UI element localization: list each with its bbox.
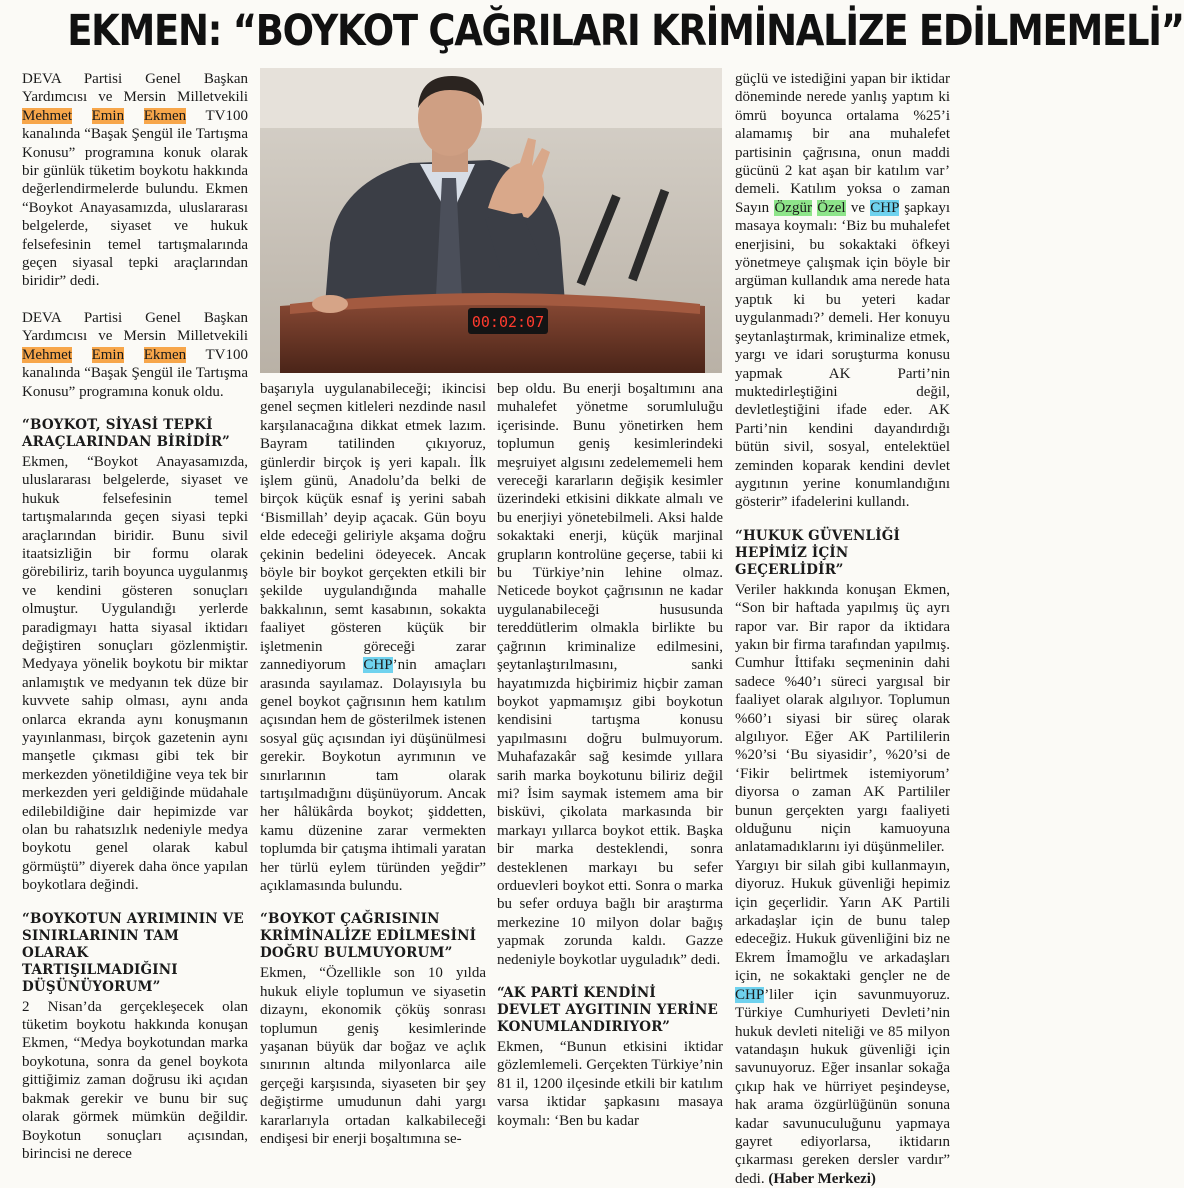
podium-timer: 00:02:07 (471, 313, 545, 331)
highlight-party: CHP (870, 199, 899, 216)
highlight-name: Özgür (774, 199, 812, 216)
highlight-name: Mehmet (22, 107, 72, 124)
column-1 (22, 70, 248, 1163)
highlight-party: CHP (363, 657, 393, 674)
subheading-boykot-ayrimi: “BOYKOTUN AYRIMININ VE SINIRLARININ TAM OLARAK TARTIŞILMADIĞINI DÜŞÜNÜYORUM” (22, 910, 244, 995)
body-paragraph: Veriler hakkında konuşan Ekmen, “Son bir haftada yapılmış üç ayrı rapor var. Bir rapor da iktidara yakın bir firma tarafından yapılmış. Cumhur İttifakı seçmeninin dahi sadece %40’ı süreci yargısal bir faaliyet olarak algılıyor. Toplumun %60’ı siyasi bir süreç olarak algılıyor. Eğer AK Partililerin %20’si ‘Bu siyasidir’, %20’si de ‘Fikir belirtmek istemiyorum’ diyorsa o zaman AK Partililer bunun gerçekten yargı faaliyeti olduğunu niçin kamuoyuna anlatamadıklarını iyi düşünmeliler. (735, 581, 950, 856)
body-paragraph: başarıyla uygulanabileceği; ikincisi genel seçmen kitleleri nezdinde nasıl karşılanacağına dikkat etmek lazım. Bayram tatilinden çıkıyoruz, günlerdir birçok iş yeri kapalı. İlk işlem günü, Anadolu’da belki de birçok küçük esnaf iş yerini sabah ‘Bismillah’ deyip açacak. Gün boyu elde edeceği geliriyle akşama doğru çekinin bedelini ödeyecek. Ancak böyle bir boykot gerçekten etkili bir şekilde uygulandığında mahalle bakkalının, semt kasabının, sokakta faaliyet gösteren küçük bir işletmenin göreceği zarar zannediyorum CHP’nin amaçları arasında sayılamaz. Dolayısıyla bu genel boykot çağrısının hem katılım açısından hem de gösterilmek istenen sosyal güç açısından iyi düşünülmesi gerekir. Boykotun ayrımının ve sınırlarının tam olarak tartışılmadığını düşünüyorum. Ancak her hâlükârda boykot; şiddetten, kamu düzenine zarar vermekten toplumda bir çatışma ihtimali yaratan her türlü eylem türünden yeğdir” açıklamasında bulundu. (260, 381, 487, 894)
body-paragraph: Ekmen, “Boykot Anayasamızda, uluslararası belgelerde, siyaset ve hukuk felsefesinin temel tartışmalarında geçen siyasi tepki araçlarından biridir. Bunu sivil itaatsizliğin bir formu olarak görebiliriz, tarih boyunca uygulanmış ve kendini gösteren sonuçları olmuştur. Uygulandığı yerlerde paradigmayı hatta siyasal iktidarı değiştiren sonuçları gözlenmiştir. Medyaya yönelik boykotu bir miktar anlamıştık ve medyanın tek düze bir kuvvete sahip olması, aynı anda onlarca ekranda aynı konuşmanın yayınlanması, birçok gazetenin aynı manşetle çıkması gibi tek bir merkezden yönetildiğine veya tek bir merkezden yeri geldiğinde müdahale edilebildiğine dair hepimizde var olan bu rahatsızlık nedeniyle medya boykotu genel olarak kabul görmüştü” diyerek daha önce yapılan boykotlara değindi. (22, 453, 248, 894)
highlight-party: CHP (735, 986, 765, 1003)
column-4 (735, 70, 950, 1188)
subheading-kriminalize: “BOYKOT ÇAĞRISININ KRİMİNALİZE EDİLMESİNİ DOĞRU BULMUYORUM” (260, 911, 477, 962)
subheading-boykot-tepki: “BOYKOT, SİYASİ TEPKİ ARAÇLARINDAN BİRİDİR” (22, 416, 230, 450)
headline: EKMEN: “BOYKOT ÇAĞRILARI KRİMİNALİZE EDİLMEMELİ” (67, 6, 1184, 56)
intro-paragraph-1: DEVA Partisi Genel Başkan Yardımcısı ve Mersin Milletvekili Mehmet Emin Ekmen TV100 kanalında “Başak Şengül ile Tartışma Konusu” programına konuk olarak bir günlük tüketim boykotu hakkında değerlendirmelerde bulundu. Ekmen “Boykot Anayasamızda, uluslararası belgelerde, siyaset ve hukuk felsefesinin temel tartışmalarında geçen siyasal tepki araçlarından biridir” dedi. (22, 71, 249, 290)
subheading-ak-parti: “AK PARTİ KENDİNİ DEVLET AYGITININ YERİNE KONUMLANDIRIYOR” (497, 985, 719, 1035)
intro-paragraph-2: DEVA Partisi Genel Başkan Yardımcısı ve Mersin Milletvekili Mehmet Emin Ekmen TV100 kanalında “Başak Şengül ile Tartışma Konusu” programına konuk oldu. (22, 309, 249, 400)
column-2 (260, 380, 486, 1148)
body-paragraph: Ekmen, “Bunun etkisini iktidar gözlemlemeli. Gerçekten Türkiye’nin 81 il, 1200 ilçesinde etkili bir katılım varsa iktidar şapkasını masaya koymalı: ‘Ben bu kadar (497, 1039, 723, 1129)
subheading-hukuk-guvenligi: “HUKUK GÜVENLİĞİ HEPİMİZ İÇİN GEÇERLİDİR” (735, 527, 901, 578)
speaker-photo (260, 68, 722, 373)
body-paragraph: bep oldu. Bu enerji boşaltımını ana muhalefet yönetme sorumluluğu içerisinde. Bunu yönetirken hem toplumun geniş kesimlerindeki meşruiyet algısını zedelememeli hem vereceği kararların değişik kesimler üzerindeki etkisini dikkate almalı ve bu enerjiyi yönetebilmeli. Aksi halde sokaktaki enerji, küçük marjinal grupların kontrolüne geçerse, tabii ki bu Türkiye’nin lehine olmaz. Neticede boykot çağrısının ne kadar uygulanabileceği hususunda tereddütlerim olmakla birlikte bu çağrının kriminalize edilmesini, şeytanlaştırılmasını, sanki hayatımızda hiçbirimiz hiçbir zaman boykot yapmamışız gibi boykotun kendisini tartışma konusu yapılmasını doğru bulmuyorum. Muhafazakâr sağ kesimde yıllara sarih marka boykotunu biliriz değil mi? İsim saymak istemem ama bir bisküvi, çikolata markasında bir markayı yıllarca boykot ettik. Başka bir marka desteklendi, sonra desteklenen markayı bu sefer orduevleri boykot etti. Sonra o marka bu sefer orduya bağlı bir araştırma merkezine 10 milyon dolar bağış yapmak zorunda kaldı. Gazze nedeniyle boykotlar uyguladık” dedi. (497, 381, 723, 968)
body-paragraph: Yargıyı bir silah gibi kullanmayın, diyoruz. Hukuk güvenliği hepimiz için geçerlidir. Yarın AK Partili arkadaşlar için de bunu talep edeceğiz. Hukuk güvenliğini biz ne Ekrem İmamoğlu ve arkadaşları için, ne sokaktaki gençler ne de CHP’liler için savunmuyoruz. Türkiye Cumhuriyeti Devleti’nin hukuk devleti niteliği ve 85 milyon vatandaşın hukuk güvenliği için savunuyoruz. Eğer insanlar sokağa çıkıp hak ve hürriyet peşindeyse, hak arama özgürlüğünün sonuna kadar savunuculuğunu yapmaya gayret ediyorlarsa, iktidarın çıkarması gereken dersler vardır” dedi. (Haber Merkezi) (735, 857, 950, 1187)
body-paragraph: 2 Nisan’da gerçekleşecek olan tüketim boykotu hakkında konuşan Ekmen, “Medya boykotundan marka boykotuna, sonra da genel boykota gittiğimiz zaman doğrusu iki açıdan bakmak gerekir ve bunu bir suç olarak görmek mümkün değildir. Boykotun sonuçları açısından, birincisi ne derece (22, 998, 248, 1162)
byline: (Haber Merkezi) (768, 1170, 876, 1187)
highlight-name: Mehmet (22, 346, 72, 363)
body-paragraph: Ekmen, “Özellikle son 10 yılda hukuk eliyle toplumun ve siyasetin dizaynı, ekonomik çöküş sonrası toplumun geniş kesimlerinde yaşanan büyük dar boğaz ve açlık sınırının altında milyonlarca aile gerçeği karşısında, siyaseten bir şey değiştirme umudunun dahi yargı kararlarıyla ortadan kalkabileceği endişesi bir enerji boşaltımına se- (260, 965, 486, 1148)
body-paragraph: güçlü ve istediğini yapan bir iktidar döneminde nerede yanlış yaptım ki ömrü boyunca ortalama %25’i alamamış bir ana muhalefet partisinin çağrısına, onun maddi gücünü 2 kat aşan bir katılım var’ demeli. Katılım yoksa o zaman Sayın Özgür Özel ve CHP şapkayı masaya koymalı: ‘Biz bu muhalefet enerjisini, bu sokaktaki öfkeyi yönetmeye çalışmak için böyle bir argüman kullandık ama nerede hata yaptık ki bu yeteri kadar uygulanmadı?’ demeli. Her konuyu şeytanlaştırmak, kriminalize etmek, yargı ve idari soruşturma konusu yapmak AK Parti’nin muktedirleştiğini değil, devletleştiğini ifade eder. AK Parti’nin kendini dayandırdığı bütün sivil, sosyal, entelektüel zeminden koparak kendini devlet aygıtının yerine konumlandığını gösterir” ifadelerini kullandı. (735, 71, 951, 511)
column-3 (497, 380, 723, 1130)
